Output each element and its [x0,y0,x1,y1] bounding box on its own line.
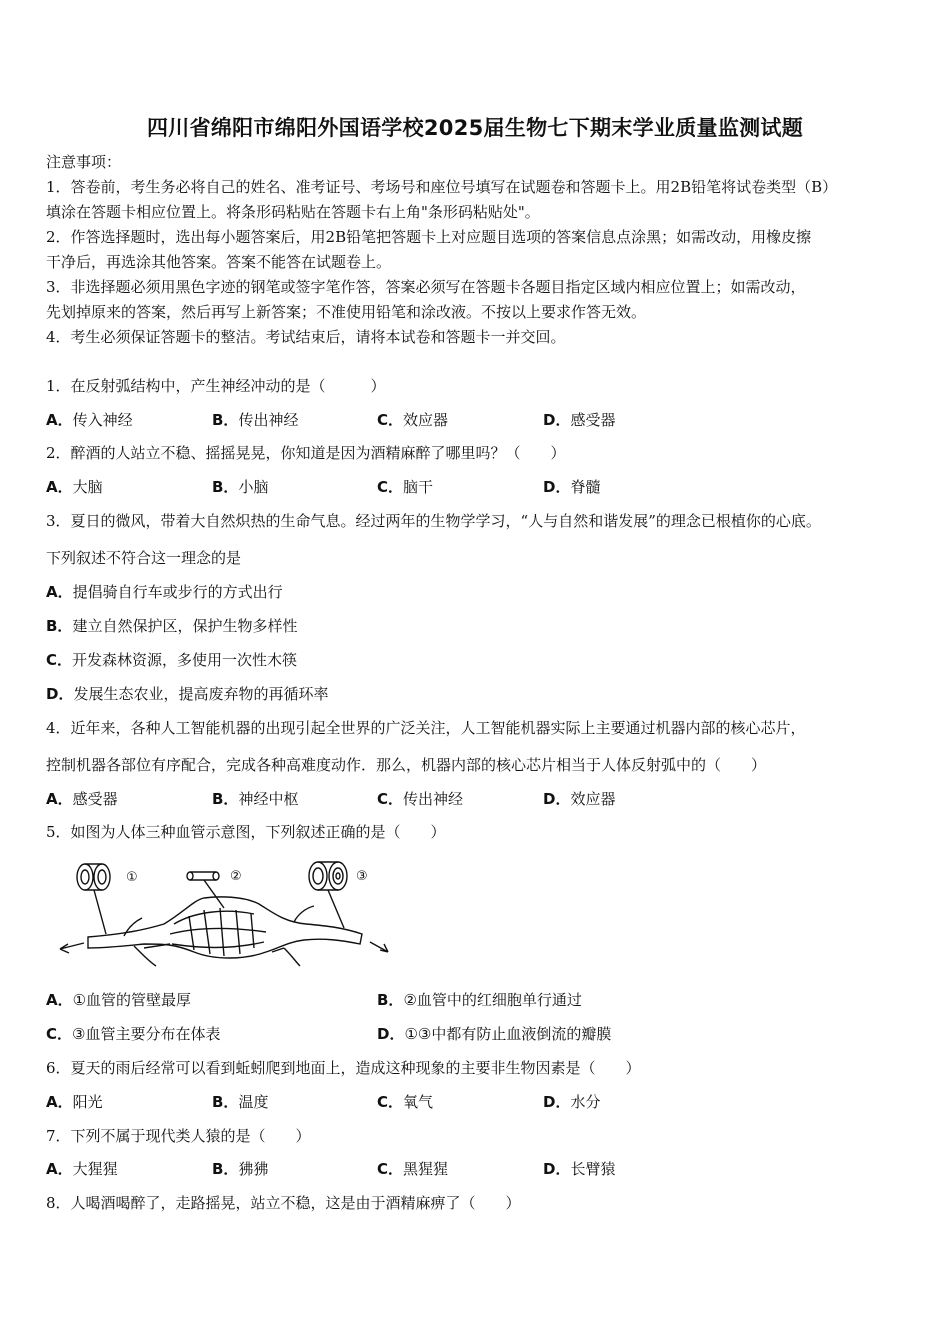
note-line: 3．非选择题必须用黑色字迹的钢笔或签字笔作答，答案必须写在答题卡各题目指定区域内相应位置上；如需改动， [46,278,806,296]
question-6-stem: 6．夏天的雨后经常可以看到蚯蚓爬到地面上，造成这种现象的主要非生物因素是（ ） [46,1059,641,1077]
question-4-stem: 4．近年来，各种人工智能机器的出现引起全世界的广泛关注，人工智能机器实际上主要通过机器内部的核心芯片， [46,719,806,737]
question-4-stem-cont: 控制机器各部位有序配合，完成各种高难度动作．那么，机器内部的核心芯片相当于人体反射弧中的（ ） [46,756,767,774]
q1-option-c: C．效应器 [377,411,449,429]
question-2-stem: 2．醉酒的人站立不稳、摇摇晃晃，你知道是因为酒精麻醉了哪里吗？（ ） [46,444,566,462]
q1-option-a: A．传入神经 [46,411,133,429]
q1-option-d: D．感受器 [543,411,616,429]
q1-option-b: B．传出神经 [212,411,299,429]
q3-option-b: B．建立自然保护区，保护生物多样性 [46,617,298,635]
q2-option-b: B．小脑 [212,478,269,496]
question-8-stem: 8．人喝酒喝醉了，走路摇晃，站立不稳，这是由于酒精麻痹了（ ） [46,1194,521,1212]
q2-option-a: A．大脑 [46,478,103,496]
q5-option-c: C．③血管主要分布在体表 [46,1025,221,1043]
blood-vessel-figure [44,852,394,974]
capillary-cross-section [187,872,219,880]
question-3-stem: 3．夏日的微风，带着大自然炽热的生命气息。经过两年的生物学学习，“人与自然和谐发展”的理念已根植你的心底。 [46,512,821,530]
q7-option-d: D．长臂猿 [543,1160,616,1178]
question-3-stem-cont: 下列叙述不符合这一理念的是 [46,549,242,567]
figure-label-1: ① [126,870,138,885]
note-line: 2．作答选择题时，选出每小题答案后，用2B铅笔把答题卡上对应题目选项的答案信息点涂黑；如需改动，用橡皮擦 [46,228,812,246]
q4-option-b: B．神经中枢 [212,790,299,808]
q6-option-b: B．温度 [212,1093,269,1111]
q6-option-c: C．氧气 [377,1093,434,1111]
question-1-stem: 1．在反射弧结构中，产生神经冲动的是（ ） [46,377,386,395]
note-line: 填涂在答题卡相应位置上。将条形码粘贴在答题卡右上角"条形码粘贴处"。 [46,203,540,221]
q3-option-c: C．开发森林资源，多使用一次性木筷 [46,651,298,669]
q6-option-a: A．阳光 [46,1093,103,1111]
q2-option-c: C．脑干 [377,478,434,496]
page-title: 四川省绵阳市绵阳外国语学校2025届生物七下期末学业质量监测试题 [146,116,804,140]
figure-label-3: ③ [356,869,368,884]
q3-option-a: A．提倡骑自行车或步行的方式出行 [46,583,283,601]
q4-option-a: A．感受器 [46,790,118,808]
question-7-stem: 7．下列不属于现代类人猿的是（ ） [46,1127,311,1145]
note-line: 干净后，再选涂其他答案。答案不能答在试题卷上。 [46,253,392,271]
artery-cross-section [77,864,110,890]
q4-option-c: C．传出神经 [377,790,464,808]
q7-option-b: B．狒狒 [212,1160,269,1178]
notes-heading: 注意事项： [46,153,122,171]
q3-option-d: D．发展生态农业，提高废弃物的再循环率 [46,685,329,703]
q5-option-d: D．①③中都有防止血液倒流的瓣膜 [377,1025,612,1043]
q7-option-a: A．大猩猩 [46,1160,118,1178]
note-line: 4．考生必须保证答题卡的整洁。考试结束后，请将本试卷和答题卡一并交回。 [46,328,566,346]
note-line: 1．答卷前，考生务必将自己的姓名、准考证号、考场号和座位号填写在试题卷和答题卡上。用2B铅笔将试卷类型（B） [46,178,838,196]
q4-option-d: D．效应器 [543,790,616,808]
q5-option-b: B．②血管中的红细胞单行通过 [377,991,582,1009]
note-line: 先划掉原来的答案，然后再写上新答案；不准使用铅笔和涂改液。不按以上要求作答无效。 [46,303,647,321]
q6-option-d: D．水分 [543,1093,601,1111]
q7-option-c: C．黑猩猩 [377,1160,449,1178]
vein-cross-section [309,862,347,890]
question-5-stem: 5．如图为人体三种血管示意图，下列叙述正确的是（ ） [46,823,446,841]
figure-label-2: ② [230,869,242,884]
q5-option-a: A．①血管的管壁最厚 [46,991,192,1009]
q2-option-d: D．脊髓 [543,478,601,496]
